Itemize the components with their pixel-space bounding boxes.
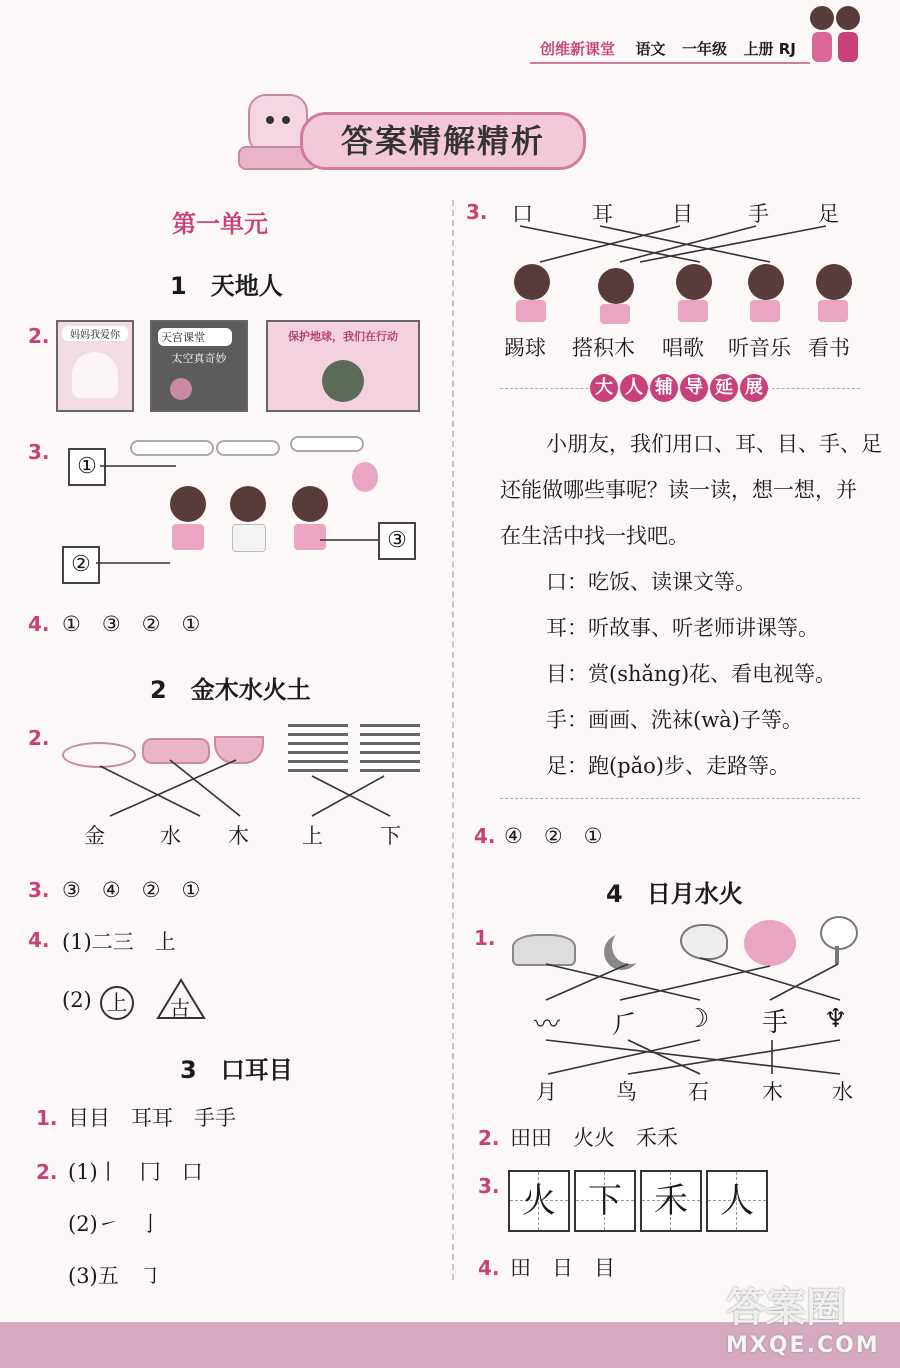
header-grade: 一年级 bbox=[681, 40, 727, 58]
l2-word-xia: 下 bbox=[380, 824, 401, 848]
l3-q2-answer-2: (2)㇀ 亅 bbox=[68, 1212, 161, 1236]
header-brand: 创维新课堂 bbox=[540, 40, 616, 58]
tianzi-grid-3 bbox=[640, 1170, 702, 1232]
ext-intro-2: 还能做哪些事呢？读一读，想一想，并 bbox=[500, 478, 857, 502]
l3-bottom-changge: 唱歌 bbox=[662, 336, 704, 360]
l2-q4-answer-1: (1)二三 上 bbox=[62, 930, 176, 954]
lesson4-title: 4 日月水火 bbox=[606, 880, 743, 908]
watermark-logo bbox=[726, 1276, 896, 1362]
l3-q4-number: 4. bbox=[474, 824, 496, 848]
ancient-glyph-mu: ⼿ bbox=[762, 1008, 789, 1038]
ancient-glyph-shi: ⺁ bbox=[612, 1010, 639, 1040]
ancient-glyph-shui: 〰 bbox=[534, 1010, 561, 1040]
l3-top-shou: 手 bbox=[748, 202, 769, 226]
ext-line-er: 耳：听故事、听老师讲课等。 bbox=[546, 616, 819, 640]
lesson3-title: 3 口耳目 bbox=[180, 1056, 293, 1084]
l3-q4-answer: ④ ② ① bbox=[504, 824, 603, 848]
tianzi-grid-1 bbox=[508, 1170, 570, 1232]
l3-bottom-kanshu: 看书 bbox=[808, 336, 850, 360]
lesson1-title: 1 天地人 bbox=[170, 272, 283, 300]
ext-line-shou: 手：画画、洗袜(wà)子等。 bbox=[546, 708, 803, 732]
l2-word-shang: 上 bbox=[302, 824, 323, 848]
l1-q3-number: 3. bbox=[28, 440, 50, 464]
ext-tag-char-2: 人 bbox=[620, 374, 648, 402]
l1-q3-box-1: ① bbox=[68, 448, 106, 486]
l1-q3-box-3: ③ bbox=[378, 522, 416, 560]
l4-word-niao: 鸟 bbox=[616, 1080, 637, 1104]
watermark-url: MXQE.COM bbox=[726, 1333, 880, 1358]
l3-q2-answer-3: (3)五 ㇆ bbox=[68, 1264, 161, 1288]
l3-q3-number: 3. bbox=[466, 200, 488, 224]
ext-tag-char-4: 导 bbox=[680, 374, 708, 402]
l2-q4-answer-2-prefix: (2) bbox=[62, 988, 92, 1012]
picture-space-caption-b: 太空真奇妙 bbox=[171, 352, 227, 365]
l4-q2-answer: 田田 火火 禾禾 bbox=[510, 1126, 678, 1150]
ancient-glyph-niao: ♆ bbox=[824, 1004, 848, 1034]
l2-q3-answer: ③ ④ ② ① bbox=[62, 878, 201, 902]
tianzi-char-2: 下 bbox=[588, 1181, 622, 1221]
picture-earth-caption: 保护地球，我们在行动 bbox=[288, 330, 398, 343]
l3-top-er: 耳 bbox=[592, 202, 613, 226]
ancient-glyph-yue: ☽ bbox=[686, 1004, 710, 1034]
ext-tag-char-5: 延 bbox=[710, 374, 738, 402]
l3-bottom-dajimu: 搭积木 bbox=[572, 336, 635, 360]
l3-top-zu: 足 bbox=[818, 202, 839, 226]
ext-line-zu: 足：跑(pǎo)步、走路等。 bbox=[546, 754, 790, 778]
watermark-text: 答案圈 bbox=[726, 1285, 846, 1331]
tianzi-char-1: 火 bbox=[522, 1181, 556, 1221]
unit-title: 第一单元 bbox=[172, 210, 268, 238]
lesson2-title: 2 金木水火土 bbox=[150, 676, 311, 704]
l4-q2-number: 2. bbox=[478, 1126, 500, 1150]
header-subject: 语文 bbox=[635, 40, 666, 58]
l4-word-yue: 月 bbox=[536, 1080, 557, 1104]
l4-word-shi: 石 bbox=[688, 1080, 709, 1104]
tianzi-grid-4 bbox=[706, 1170, 768, 1232]
ext-intro-1: 小朋友，我们用口、耳、目、手、足 bbox=[546, 432, 882, 456]
triangle-char-text: 古 bbox=[170, 996, 190, 1020]
picture-space-caption-a: 天宫课堂 bbox=[158, 328, 232, 346]
l3-q1-answer: 目目 耳耳 手手 bbox=[68, 1106, 236, 1130]
l3-bottom-tiqiu: 踢球 bbox=[504, 336, 546, 360]
l4-word-mu: 木 bbox=[762, 1080, 783, 1104]
ext-tag-char-1: 大 bbox=[590, 374, 618, 402]
l2-q2-number: 2. bbox=[28, 726, 50, 750]
l1-q4-answer: ① ③ ② ① bbox=[62, 612, 201, 636]
l2-word-shui: 水 bbox=[160, 824, 181, 848]
ext-line-mu: 目：赏(shǎng)花、看电视等。 bbox=[546, 662, 837, 686]
l1-q4-number: 4. bbox=[28, 612, 50, 636]
circled-char-text: 上 bbox=[106, 991, 128, 1015]
picture-mother-love-caption: 妈妈我爱你 bbox=[62, 326, 128, 341]
l2-word-mu: 木 bbox=[228, 824, 249, 848]
tianzi-char-3: 禾 bbox=[654, 1181, 688, 1221]
l3-bottom-tingyinyue: 听音乐 bbox=[728, 336, 791, 360]
l3-top-mu: 目 bbox=[672, 202, 693, 226]
tianzi-char-4: 人 bbox=[720, 1181, 754, 1221]
l2-q3-number: 3. bbox=[28, 878, 50, 902]
l4-q4-number: 4. bbox=[478, 1256, 500, 1280]
l3-q2-number: 2. bbox=[36, 1160, 58, 1184]
ext-tag-char-6: 展 bbox=[740, 374, 768, 402]
header-volume: 上册 bbox=[743, 40, 774, 58]
l4-word-shui: 水 bbox=[832, 1080, 853, 1104]
l3-top-kou: 口 bbox=[512, 202, 533, 226]
ext-intro-3: 在生活中找一找吧。 bbox=[500, 524, 689, 548]
tianzi-grid-2 bbox=[574, 1170, 636, 1232]
ext-line-kou: 口：吃饭、读课文等。 bbox=[546, 570, 756, 594]
l4-q1-number: 1. bbox=[474, 926, 496, 950]
l3-q2-answer-1: (1)丨 冂 口 bbox=[68, 1160, 203, 1184]
l4-q4-answer: 田 日 目 bbox=[510, 1256, 615, 1280]
l3-q1-number: 1. bbox=[36, 1106, 58, 1130]
l2-q4-number: 4. bbox=[28, 928, 50, 952]
ext-tag-char-3: 辅 bbox=[650, 374, 678, 402]
l2-word-jin: 金 bbox=[84, 824, 105, 848]
banner-title: 答案精解精析 bbox=[340, 122, 545, 160]
header-edition: RJ bbox=[778, 40, 796, 58]
l1-q3-box-2: ② bbox=[62, 546, 100, 584]
l1-q2-number: 2. bbox=[28, 324, 50, 348]
l4-q3-number: 3. bbox=[478, 1174, 500, 1198]
